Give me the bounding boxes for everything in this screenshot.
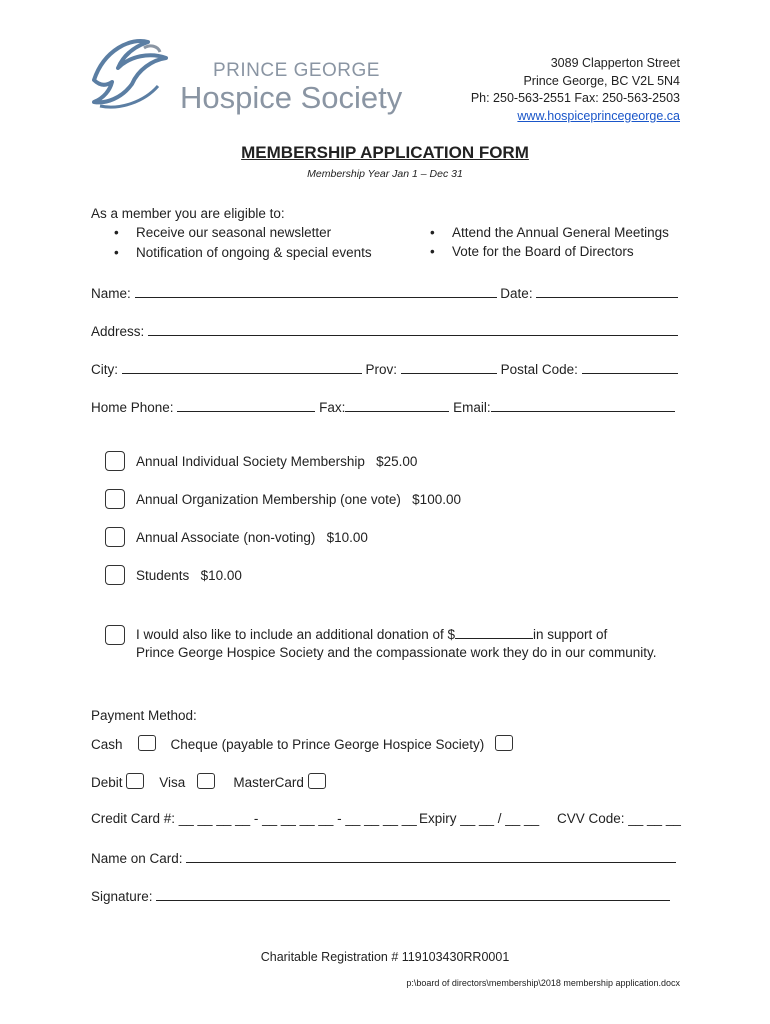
membership-students-checkbox[interactable] (105, 565, 125, 585)
name-field[interactable] (135, 284, 497, 298)
city-label: City: (91, 362, 118, 377)
membership-option: Annual Associate (non-voting) $10.00 (136, 530, 368, 545)
file-path: p:\board of directors\membership\2018 membership application.docx (406, 978, 680, 988)
signature-row (91, 887, 670, 904)
address-row (91, 322, 678, 339)
mastercard-label: MasterCard (233, 775, 304, 790)
payment-row-1 (91, 735, 513, 752)
donation-text: I would also like to include an additional donation of $ in support of (136, 627, 608, 642)
name-on-card-label: Name on Card: (91, 851, 183, 866)
donation-amount-field[interactable] (455, 625, 533, 639)
bullet-icon: • (430, 244, 435, 259)
dove-logo-icon (86, 32, 181, 117)
membership-option: Students $10.00 (136, 568, 242, 583)
charitable-registration: Charitable Registration # 119103430RR0001 (260, 950, 510, 964)
prov-label: Prov: (365, 362, 398, 377)
signature-label: Signature: (91, 889, 153, 904)
membership-organization-checkbox[interactable] (105, 489, 125, 509)
contact-row (91, 398, 675, 415)
city-field[interactable] (122, 360, 362, 374)
city-row (91, 360, 678, 377)
eligibility-intro: As a member you are eligible to: (91, 206, 285, 221)
benefit-item: • Attend the Annual General Meetings (430, 225, 669, 240)
postal-code-label: Postal Code: (500, 362, 578, 377)
debit-label: Debit (91, 775, 123, 790)
payment-row-2 (91, 773, 326, 790)
org-name-line2: Hospice Society (180, 80, 403, 115)
home-phone-field[interactable] (177, 398, 315, 412)
visa-checkbox[interactable] (197, 773, 215, 789)
date-field[interactable] (536, 284, 678, 298)
date-label: Date: (500, 286, 533, 301)
name-label: Name: (91, 286, 131, 301)
cash-label: Cash (91, 737, 123, 752)
name-on-card-field[interactable] (186, 849, 676, 863)
address-city: Prince George, BC V2L 5N4 (523, 73, 680, 88)
bullet-icon: • (430, 225, 435, 240)
phone-fax: Ph: 250-563-2551 Fax: 250-563-2503 (470, 91, 680, 105)
address-label: Address: (91, 324, 145, 339)
website-link[interactable]: www.hospiceprincegeorge.ca (517, 108, 680, 123)
signature-field[interactable] (156, 887, 670, 901)
org-name-line1: PRINCE GEORGE (213, 60, 380, 81)
expiry-field[interactable]: Expiry __ __ / __ __ (419, 811, 540, 826)
fax-label: Fax: (319, 400, 346, 415)
cash-checkbox[interactable] (138, 735, 156, 751)
email-field[interactable] (491, 398, 675, 412)
visa-label: Visa (159, 775, 186, 790)
email-label: Email: (453, 400, 491, 415)
benefit-item: • Notification of ongoing & special events (114, 245, 372, 260)
name-row (91, 284, 678, 301)
org-address (471, 55, 680, 125)
postal-code-field[interactable] (582, 360, 678, 374)
form-title: MEMBERSHIP APPLICATION FORM (241, 143, 529, 162)
debit-checkbox[interactable] (126, 773, 144, 789)
membership-individual-checkbox[interactable] (105, 451, 125, 471)
membership-option: Annual Individual Society Membership $25.00 (136, 454, 418, 469)
home-phone-label: Home Phone: (91, 400, 174, 415)
bullet-icon: • (114, 225, 119, 240)
cvv-field[interactable]: CVV Code: __ __ __ (557, 811, 681, 826)
address-street: 3089 Clapperton Street (550, 56, 680, 70)
donation-checkbox[interactable] (105, 625, 125, 645)
fax-field[interactable] (345, 398, 449, 412)
address-field[interactable] (148, 322, 678, 336)
membership-option: Annual Organization Membership (one vote) $100.00 (136, 492, 461, 507)
benefit-item: • Vote for the Board of Directors (430, 244, 634, 259)
membership-associate-checkbox[interactable] (105, 527, 125, 547)
cheque-label: Cheque (payable to Prince George Hospice Society) (170, 737, 485, 752)
mastercard-checkbox[interactable] (308, 773, 326, 789)
bullet-icon: • (114, 245, 119, 260)
credit-card-number[interactable]: Credit Card #: __ __ __ __ - __ __ __ __ - __ __ __ __ (91, 811, 417, 826)
prov-field[interactable] (401, 360, 497, 374)
payment-heading: Payment Method: (91, 708, 197, 723)
donation-text-line2: Prince George Hospice Society and the compassionate work they do in our community. (136, 645, 657, 660)
name-on-card-row (91, 849, 676, 866)
form-subtitle: Membership Year Jan 1 – Dec 31 (307, 168, 463, 180)
cheque-checkbox[interactable] (495, 735, 513, 751)
benefit-item: • Receive our seasonal newsletter (114, 225, 332, 240)
